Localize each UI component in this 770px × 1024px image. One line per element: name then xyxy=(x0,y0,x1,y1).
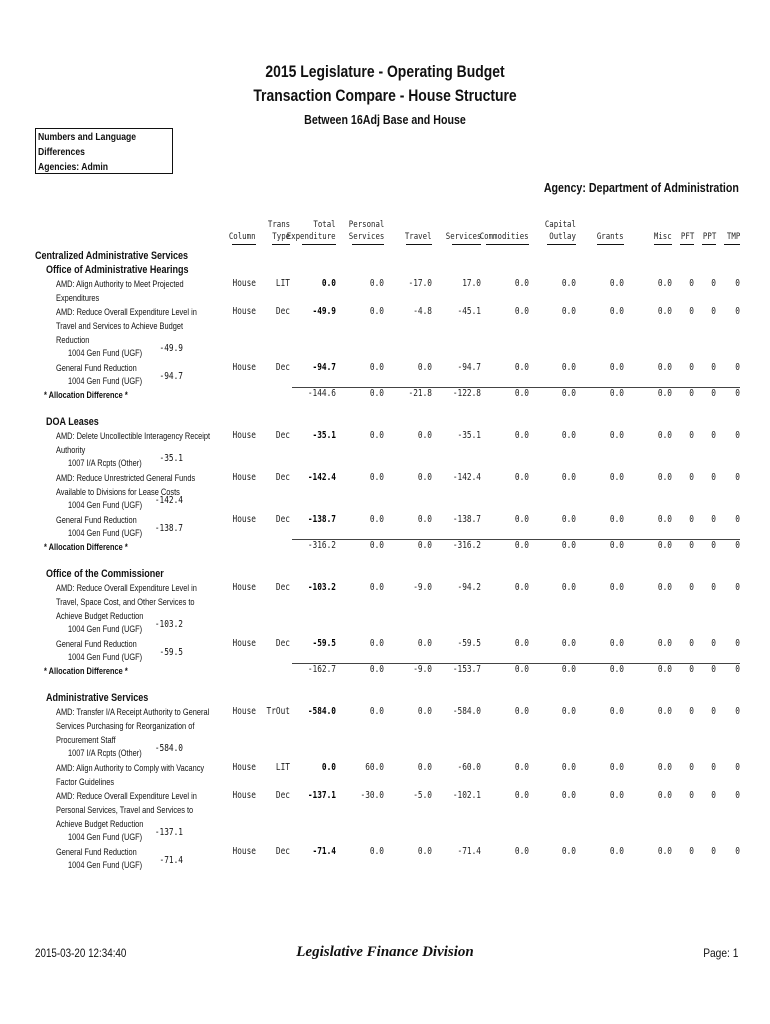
fund-source: 1004 Gen Fund (UGF) xyxy=(68,376,143,387)
fund-amount: -94.7 xyxy=(159,371,183,382)
table-cell: -5.0 xyxy=(413,790,432,801)
table-cell: 0 xyxy=(711,540,716,551)
table-cell: 0.0 xyxy=(321,762,336,773)
table-cell: 0.0 xyxy=(514,706,529,717)
table-cell: 0 xyxy=(735,278,740,289)
line-item-description: Expenditures xyxy=(56,293,100,304)
table-cell: 0.0 xyxy=(417,514,432,525)
table-cell: -45.1 xyxy=(457,306,481,317)
table-cell: -35.1 xyxy=(457,430,481,441)
table-cell: 0 xyxy=(689,362,694,373)
table-cell: 0.0 xyxy=(609,278,624,289)
fund-source: 1004 Gen Fund (UGF) xyxy=(68,500,143,511)
table-cell: TrOut xyxy=(266,706,290,717)
table-cell: Dec xyxy=(275,472,290,483)
table-cell: 0.0 xyxy=(321,278,336,289)
table-cell: 0 xyxy=(711,762,716,773)
table-cell: -94.7 xyxy=(457,362,481,373)
table-cell: 0.0 xyxy=(561,472,576,483)
footer-timestamp: 2015-03-20 12:34:40 xyxy=(35,946,127,960)
fund-amount: -137.1 xyxy=(154,827,183,838)
fund-source: 1004 Gen Fund (UGF) xyxy=(68,832,143,843)
table-cell: House xyxy=(232,762,256,773)
table-cell: 0.0 xyxy=(657,664,672,675)
table-cell: Dec xyxy=(275,306,290,317)
line-item-description: AMD: Reduce Overall Expenditure Level in xyxy=(56,307,197,318)
table-cell: -21.8 xyxy=(408,388,432,399)
column-header: PFT xyxy=(680,232,694,242)
table-cell: Dec xyxy=(275,790,290,801)
table-cell: 0.0 xyxy=(609,472,624,483)
section-title: Office of the Commissioner xyxy=(46,568,164,580)
table-cell: 0.0 xyxy=(369,664,384,675)
table-cell: -30.0 xyxy=(360,790,384,801)
table-cell: Dec xyxy=(275,430,290,441)
table-cell: 0.0 xyxy=(561,514,576,525)
table-cell: 0 xyxy=(735,790,740,801)
column-header: TMP xyxy=(726,232,740,242)
line-item-description: General Fund Reduction xyxy=(56,639,137,650)
table-cell: 0 xyxy=(689,638,694,649)
table-cell: 0.0 xyxy=(514,638,529,649)
table-cell: 0.0 xyxy=(561,540,576,551)
table-cell: 0.0 xyxy=(609,306,624,317)
fund-source: 1004 Gen Fund (UGF) xyxy=(68,624,143,635)
table-cell: 0 xyxy=(689,762,694,773)
table-cell: 0.0 xyxy=(514,762,529,773)
table-cell: 0.0 xyxy=(514,582,529,593)
column-header: Total Expenditure xyxy=(287,220,336,242)
filter-line: Numbers and Language xyxy=(38,131,137,143)
table-cell: 0.0 xyxy=(514,846,529,857)
header-underline xyxy=(452,244,481,245)
header-underline xyxy=(272,244,290,245)
table-cell: 0.0 xyxy=(657,278,672,289)
table-cell: 0.0 xyxy=(417,706,432,717)
table-cell: 0 xyxy=(735,762,740,773)
line-item-description: Achieve Budget Reduction xyxy=(56,611,144,622)
table-cell: 0.0 xyxy=(609,790,624,801)
table-cell: 0 xyxy=(689,540,694,551)
table-cell: 0.0 xyxy=(561,582,576,593)
fund-amount: -35.1 xyxy=(159,453,183,464)
table-cell: 0.0 xyxy=(417,846,432,857)
table-cell: 0.0 xyxy=(514,362,529,373)
fund-source: 1007 I/A Rcpts (Other) xyxy=(68,458,142,469)
table-cell: 0.0 xyxy=(609,582,624,593)
table-cell: -9.0 xyxy=(413,582,432,593)
table-cell: -316.2 xyxy=(452,540,481,551)
table-cell: LIT xyxy=(275,762,290,773)
table-cell: 0.0 xyxy=(369,540,384,551)
table-cell: 0 xyxy=(711,278,716,289)
table-cell: 0.0 xyxy=(514,430,529,441)
table-cell: 0.0 xyxy=(561,362,576,373)
table-cell: 0 xyxy=(711,362,716,373)
table-cell: -9.0 xyxy=(413,664,432,675)
table-cell: 0 xyxy=(711,790,716,801)
line-item-description: AMD: Align Authority to Comply with Vacancy xyxy=(56,763,205,774)
section-title: Office of Administrative Hearings xyxy=(46,264,189,276)
table-cell: 0.0 xyxy=(609,388,624,399)
column-header: Travel xyxy=(405,232,432,242)
table-cell: 0 xyxy=(735,582,740,593)
line-item-description: Achieve Budget Reduction xyxy=(56,819,144,830)
table-cell: 0.0 xyxy=(609,846,624,857)
table-cell: 0.0 xyxy=(657,306,672,317)
table-cell: 0.0 xyxy=(514,514,529,525)
table-cell: House xyxy=(232,706,256,717)
table-cell: 0 xyxy=(711,388,716,399)
table-cell: 0.0 xyxy=(561,762,576,773)
header-underline xyxy=(680,244,694,245)
table-cell: House xyxy=(232,846,256,857)
fund-source: 1007 I/A Rcpts (Other) xyxy=(68,748,142,759)
table-cell: 0.0 xyxy=(561,706,576,717)
table-cell: -153.7 xyxy=(452,664,481,675)
table-cell: 0.0 xyxy=(369,638,384,649)
table-cell: 17.0 xyxy=(462,278,481,289)
table-cell: House xyxy=(232,638,256,649)
allocation-difference-label: * Allocation Difference * xyxy=(44,666,128,677)
line-item-description: AMD: Align Authority to Meet Projected xyxy=(56,279,184,290)
table-cell: 0.0 xyxy=(561,664,576,675)
table-cell: 0.0 xyxy=(514,540,529,551)
table-cell: 0 xyxy=(689,790,694,801)
header-underline xyxy=(547,244,576,245)
table-cell: 0.0 xyxy=(369,846,384,857)
table-cell: 0.0 xyxy=(657,846,672,857)
fund-amount: -71.4 xyxy=(159,855,183,866)
table-cell: House xyxy=(232,430,256,441)
table-cell: House xyxy=(232,278,256,289)
header-underline xyxy=(702,244,716,245)
table-cell: 0.0 xyxy=(561,306,576,317)
fund-amount: -59.5 xyxy=(159,647,183,658)
table-cell: Dec xyxy=(275,582,290,593)
table-cell: 0.0 xyxy=(417,762,432,773)
table-cell: 0.0 xyxy=(657,388,672,399)
table-cell: 0.0 xyxy=(417,362,432,373)
table-cell: 0.0 xyxy=(609,706,624,717)
table-cell: 0.0 xyxy=(369,706,384,717)
table-cell: 0.0 xyxy=(609,638,624,649)
report-subtitle: Transaction Compare - House Structure xyxy=(253,86,517,105)
table-cell: 0 xyxy=(711,472,716,483)
line-item-description: AMD: Transfer I/A Receipt Authority to General xyxy=(56,707,210,718)
table-cell: 0.0 xyxy=(417,638,432,649)
table-cell: -144.6 xyxy=(307,388,336,399)
table-cell: 0.0 xyxy=(369,514,384,525)
table-cell: 0 xyxy=(735,472,740,483)
table-cell: 0 xyxy=(711,664,716,675)
table-cell: -17.0 xyxy=(408,278,432,289)
table-cell: -584.0 xyxy=(452,706,481,717)
line-item-description: General Fund Reduction xyxy=(56,847,137,858)
group-title: Centralized Administrative Services xyxy=(35,250,189,262)
table-cell: 0.0 xyxy=(657,762,672,773)
table-cell: Dec xyxy=(275,638,290,649)
header-underline xyxy=(597,244,624,245)
table-cell: 0.0 xyxy=(369,306,384,317)
table-cell: 0.0 xyxy=(417,540,432,551)
table-cell: -60.0 xyxy=(457,762,481,773)
fund-source: 1004 Gen Fund (UGF) xyxy=(68,652,143,663)
line-item-description: General Fund Reduction xyxy=(56,363,137,374)
table-cell: 0.0 xyxy=(514,472,529,483)
table-cell: -142.4 xyxy=(452,472,481,483)
table-cell: 0.0 xyxy=(561,388,576,399)
table-cell: 0.0 xyxy=(417,430,432,441)
header-underline xyxy=(352,244,384,245)
table-cell: Dec xyxy=(275,514,290,525)
filter-box xyxy=(35,128,173,174)
table-cell: 0 xyxy=(689,514,694,525)
allocation-difference-label: * Allocation Difference * xyxy=(44,542,128,553)
table-cell: 0.0 xyxy=(561,430,576,441)
report-title: 2015 Legislature - Operating Budget xyxy=(265,62,505,81)
column-header: PPT xyxy=(702,232,716,242)
table-cell: 0.0 xyxy=(514,306,529,317)
line-item-description: Authority xyxy=(56,445,86,456)
table-cell: 0.0 xyxy=(514,278,529,289)
table-cell: 0.0 xyxy=(561,790,576,801)
section-title: Administrative Services xyxy=(46,692,149,704)
table-cell: House xyxy=(232,306,256,317)
column-header: Services xyxy=(445,232,481,242)
table-cell: -102.1 xyxy=(452,790,481,801)
table-cell: 0.0 xyxy=(369,362,384,373)
table-cell: 0.0 xyxy=(561,278,576,289)
table-cell: 0 xyxy=(735,514,740,525)
allocation-difference-label: * Allocation Difference * xyxy=(44,390,128,401)
table-cell: 0.0 xyxy=(609,514,624,525)
table-cell: 0.0 xyxy=(561,846,576,857)
table-cell: -103.2 xyxy=(307,582,336,593)
table-cell: 0 xyxy=(689,664,694,675)
table-cell: Dec xyxy=(275,846,290,857)
table-cell: Dec xyxy=(275,362,290,373)
table-cell: House xyxy=(232,582,256,593)
table-cell: 0 xyxy=(711,582,716,593)
header-underline xyxy=(302,244,336,245)
table-cell: 0.0 xyxy=(369,582,384,593)
table-cell: 0 xyxy=(689,388,694,399)
table-cell: 0.0 xyxy=(657,430,672,441)
table-cell: 0 xyxy=(735,638,740,649)
column-header: Column xyxy=(229,232,256,242)
table-cell: 0.0 xyxy=(609,762,624,773)
table-cell: 0 xyxy=(711,638,716,649)
table-cell: -316.2 xyxy=(307,540,336,551)
line-item-description: AMD: Reduce Unrestricted General Funds xyxy=(56,473,196,484)
footer-page: Page: 1 xyxy=(702,946,738,960)
table-cell: 0 xyxy=(735,706,740,717)
fund-amount: -138.7 xyxy=(154,523,183,534)
column-header: Commodities xyxy=(480,232,529,242)
table-cell: 0 xyxy=(689,306,694,317)
header-underline xyxy=(724,244,740,245)
table-cell: 0 xyxy=(735,846,740,857)
table-cell: 0 xyxy=(689,278,694,289)
line-item-description: AMD: Reduce Overall Expenditure Level in xyxy=(56,583,197,594)
table-cell: 0.0 xyxy=(369,278,384,289)
table-cell: 0.0 xyxy=(609,362,624,373)
table-cell: 60.0 xyxy=(365,762,384,773)
table-cell: -35.1 xyxy=(312,430,336,441)
table-cell: 0 xyxy=(735,664,740,675)
table-cell: -94.2 xyxy=(457,582,481,593)
table-cell: 0 xyxy=(689,472,694,483)
table-cell: 0.0 xyxy=(657,472,672,483)
table-cell: 0.0 xyxy=(657,362,672,373)
table-cell: -122.8 xyxy=(452,388,481,399)
line-item-description: Reduction xyxy=(56,335,90,346)
line-item-description: Available to Divisions for Lease Costs xyxy=(56,487,180,498)
line-item-description: AMD: Delete Uncollectible Interagency Receipt xyxy=(56,431,211,442)
table-cell: -71.4 xyxy=(312,846,336,857)
table-cell: 0.0 xyxy=(561,638,576,649)
table-cell: 0 xyxy=(711,430,716,441)
table-cell: 0.0 xyxy=(657,706,672,717)
section-title: DOA Leases xyxy=(46,416,99,428)
table-cell: -94.7 xyxy=(312,362,336,373)
line-item-description: Services Purchasing for Reorganization of xyxy=(56,721,195,732)
header-underline xyxy=(654,244,672,245)
table-cell: 0 xyxy=(735,388,740,399)
fund-source: 1004 Gen Fund (UGF) xyxy=(68,348,143,359)
line-item-description: Factor Guidelines xyxy=(56,777,115,788)
table-cell: 0 xyxy=(711,706,716,717)
fund-amount: -142.4 xyxy=(154,495,183,506)
table-cell: House xyxy=(232,514,256,525)
table-cell: -584.0 xyxy=(307,706,336,717)
table-cell: 0.0 xyxy=(514,388,529,399)
table-cell: 0.0 xyxy=(369,430,384,441)
table-cell: 0.0 xyxy=(369,472,384,483)
table-cell: 0.0 xyxy=(657,582,672,593)
table-cell: -162.7 xyxy=(307,664,336,675)
line-item-description: Procurement Staff xyxy=(56,735,116,746)
table-cell: -137.1 xyxy=(307,790,336,801)
table-cell: 0 xyxy=(711,306,716,317)
table-cell: 0 xyxy=(735,430,740,441)
table-cell: 0.0 xyxy=(609,664,624,675)
table-cell: 0.0 xyxy=(609,430,624,441)
table-cell: 0 xyxy=(689,706,694,717)
column-header: Capital Outlay xyxy=(544,220,576,242)
header-underline xyxy=(486,244,529,245)
table-cell: 0.0 xyxy=(657,790,672,801)
filter-line: Agencies: Admin xyxy=(38,161,109,173)
table-cell: -59.5 xyxy=(457,638,481,649)
table-cell: 0 xyxy=(689,846,694,857)
fund-amount: -584.0 xyxy=(154,743,183,754)
table-cell: 0.0 xyxy=(514,790,529,801)
table-cell: 0.0 xyxy=(609,540,624,551)
line-item-description: General Fund Reduction xyxy=(56,515,137,526)
column-header: Trans Type xyxy=(267,220,290,242)
table-cell: House xyxy=(232,472,256,483)
line-item-description: AMD: Reduce Overall Expenditure Level in xyxy=(56,791,197,802)
line-item-description: Travel, Space Cost, and Other Services to xyxy=(56,597,195,608)
table-cell: 0 xyxy=(689,582,694,593)
table-cell: House xyxy=(232,790,256,801)
column-header: Misc xyxy=(654,232,672,242)
report-comparison: Between 16Adj Base and House xyxy=(304,112,466,127)
table-cell: -49.9 xyxy=(312,306,336,317)
column-header: Personal Services xyxy=(348,220,384,242)
fund-source: 1004 Gen Fund (UGF) xyxy=(68,528,143,539)
header-underline xyxy=(406,244,432,245)
table-cell: House xyxy=(232,362,256,373)
table-cell: LIT xyxy=(275,278,290,289)
fund-source: 1004 Gen Fund (UGF) xyxy=(68,860,143,871)
fund-amount: -49.9 xyxy=(159,343,183,354)
table-cell: -59.5 xyxy=(312,638,336,649)
line-item-description: Travel and Services to Achieve Budget xyxy=(56,321,184,332)
table-cell: 0.0 xyxy=(369,388,384,399)
fund-amount: -103.2 xyxy=(154,619,183,630)
column-header: Grants xyxy=(597,232,624,242)
table-cell: -4.8 xyxy=(413,306,432,317)
agency-label: Agency: Department of Administration xyxy=(543,180,739,195)
footer-division: Legislative Finance Division xyxy=(296,944,474,960)
table-cell: -138.7 xyxy=(307,514,336,525)
filter-line: Differences xyxy=(38,146,85,158)
table-cell: 0 xyxy=(735,540,740,551)
table-cell: 0.0 xyxy=(417,472,432,483)
table-cell: 0.0 xyxy=(657,638,672,649)
table-cell: 0.0 xyxy=(657,514,672,525)
table-cell: -71.4 xyxy=(457,846,481,857)
table-cell: 0 xyxy=(735,306,740,317)
table-cell: 0 xyxy=(689,430,694,441)
table-cell: -142.4 xyxy=(307,472,336,483)
table-cell: 0 xyxy=(711,514,716,525)
table-cell: -138.7 xyxy=(452,514,481,525)
table-cell: 0.0 xyxy=(514,664,529,675)
table-cell: 0 xyxy=(711,846,716,857)
table-cell: 0.0 xyxy=(657,540,672,551)
table-cell: 0 xyxy=(735,362,740,373)
line-item-description: Personal Services, Travel and Services to xyxy=(56,805,194,816)
header-underline xyxy=(232,244,256,245)
